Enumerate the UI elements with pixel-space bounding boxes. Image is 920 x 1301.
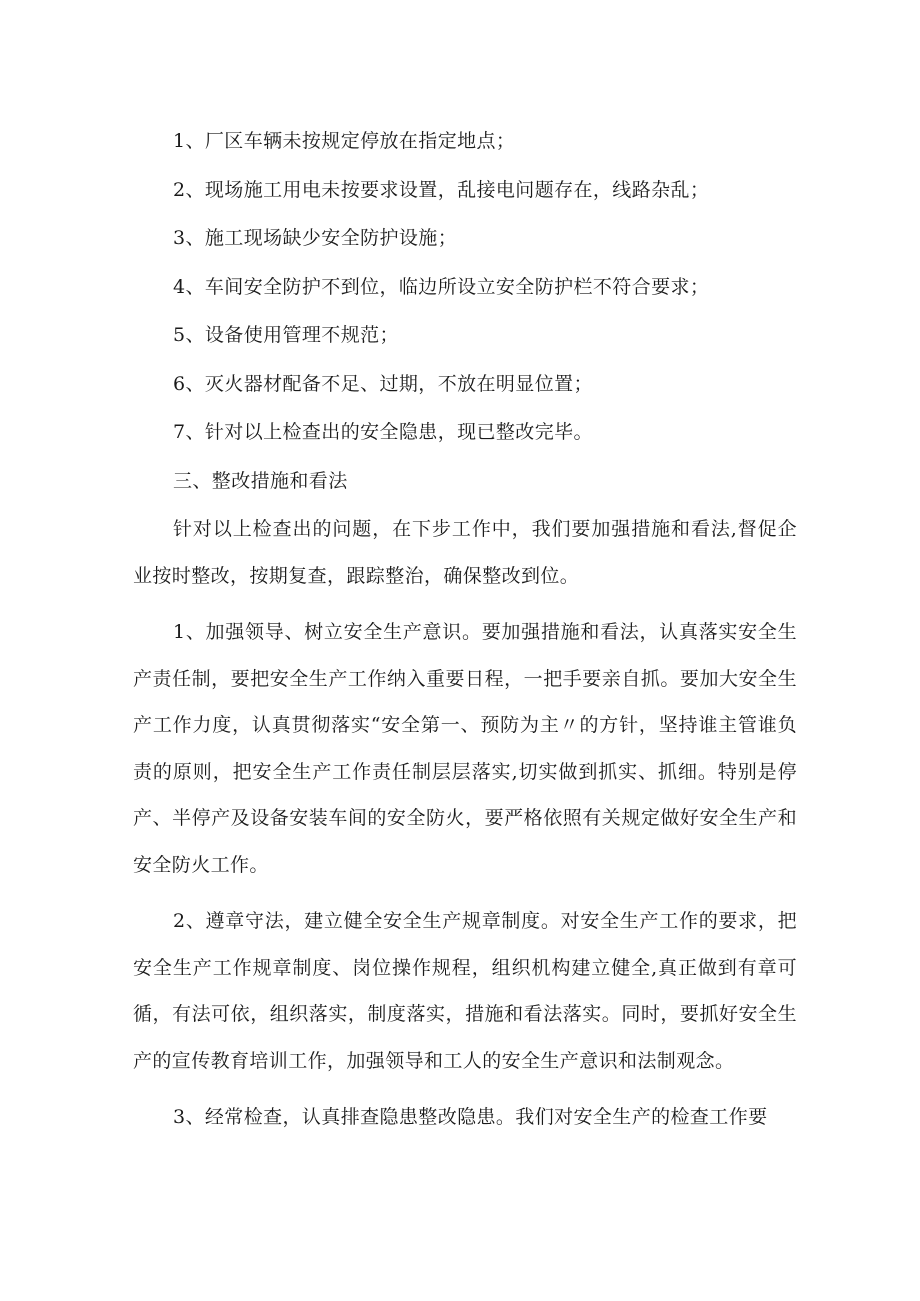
list-item-1: 1、厂区车辆未按规定停放在指定地点；	[173, 130, 516, 152]
list-item-6: 6、灭火器材配备不足、过期，不放在明显位置；	[173, 372, 593, 395]
measure-paragraph-3: 3、经常检查，认真排查隐患整改隐患。我们对安全生产的检查工作要	[173, 1106, 768, 1128]
section-heading: 三、整改措施和看法	[173, 469, 348, 492]
list-item-4: 4、车间安全防护不到位，临边所设立安全防护栏不符合要求；	[173, 275, 710, 298]
list-item-7: 7、针对以上检查出的安全隐患，现已整改完毕。	[173, 421, 593, 443]
measure-paragraph-2: 2、遵章守法，建立健全安全生产规章制度。对安全生产工作的要求，把安全生产工作规章制度、岗位操作规程，组织机构建立健全,真正做到有章可循，有法可依，组织落实，制度落实，措施和看法落实。同时，要抓好安全生产的宣传教育培训工作，加强领导和工人的安全生产意识和法制观念。	[133, 910, 797, 1072]
list-item-3: 3、施工现场缺少安全防护设施；	[173, 227, 458, 249]
intro-paragraph: 针对以上检查出的问题，在下步工作中，我们要加强措施和看法,督促企业按时整改，按期复查，跟踪整治，确保整改到位。	[133, 518, 797, 587]
list-item-2: 2、现场施工用电未按要求设置，乱接电问题存在，线路杂乱；	[173, 178, 710, 201]
document-page	[133, 118, 797, 1141]
measure-paragraph-1: 1、加强领导、树立安全生产意识。要加强措施和看法，认真落实安全生产责任制，要把安全生产工作纳入重要日程，一把手要亲自抓。要加大安全生产工作力度，认真贯彻落实“安全第一、预防为主〃的方针，坚持谁主管谁负责的原则，把安全生产工作责任制层层落实,切实做到抓实、抓细。特别是停产、半停产及设备安装车间的安全防火，要严格依照有关规定做好安全生产和安全防火工作。	[133, 621, 797, 876]
list-item-5: 5、设备使用管理不规范；	[173, 324, 399, 346]
